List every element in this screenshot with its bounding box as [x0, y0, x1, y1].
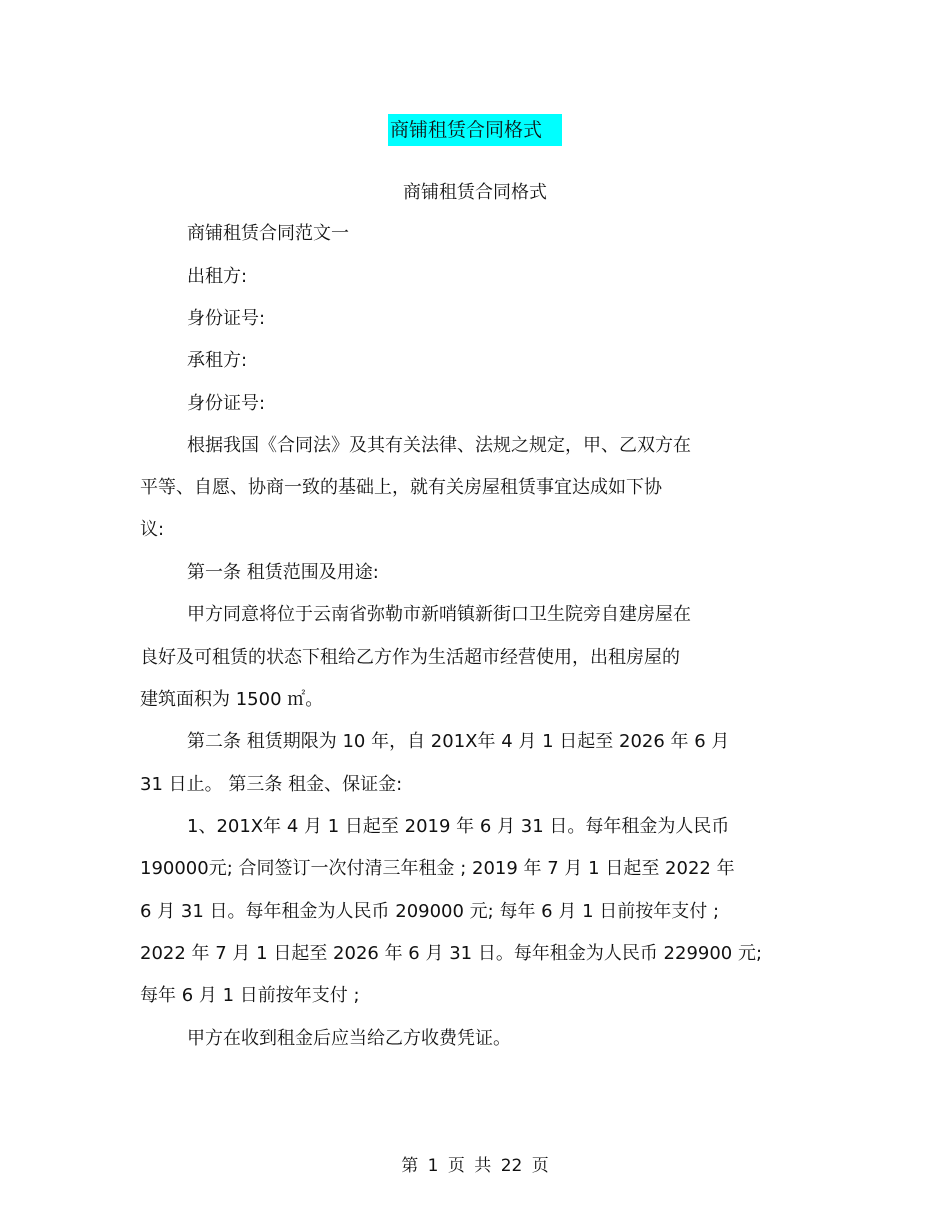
paragraph-line: 建筑面积为 1500 ㎡。: [140, 689, 324, 710]
paragraph-line: 议:: [140, 519, 165, 540]
document-title-row: [0, 114, 950, 146]
article-heading: 第一条 租赁范围及用途:: [187, 562, 379, 583]
page-number-footer: 第 1 页 共 22 页: [401, 1156, 549, 1176]
lessor-label: 出租方:: [187, 266, 248, 287]
paragraph-line: 甲方在收到租金后应当给乙方收费凭证。: [187, 1028, 511, 1049]
paragraph-line: 2022 年 7 月 1 日起至 2026 年 6 月 31 日。每年租金为人民币 229900 元;: [140, 943, 763, 964]
paragraph-line: 根据我国《合同法》及其有关法律、法规之规定，甲、乙双方在: [187, 435, 691, 456]
lessee-label: 承租方:: [187, 350, 248, 371]
document-subtitle: 商铺租赁合同格式: [403, 182, 547, 203]
paragraph-line: 第二条 租赁期限为 10 年，自 201X年 4 月 1 日起至 2026 年 6 月: [187, 731, 730, 752]
document-title: 商铺租赁合同格式: [388, 114, 562, 146]
paragraph-line: 甲方同意将位于云南省弥勒市新哨镇新街口卫生院旁自建房屋在: [187, 604, 691, 625]
paragraph-line: 1、201X年 4 月 1 日起至 2019 年 6 月 31 日。每年租金为人民币: [187, 816, 730, 837]
paragraph-line: 商铺租赁合同范文一: [187, 223, 349, 244]
lessee-id-label: 身份证号:: [187, 393, 266, 414]
paragraph-line: 每年 6 月 1 日前按年支付 ;: [140, 985, 360, 1006]
paragraph-line: 31 日止。 第三条 租金、保证金:: [140, 774, 403, 795]
paragraph-line: 190000元; 合同签订一次付清三年租金 ; 2019 年 7 月 1 日起至 2022 年: [140, 858, 735, 879]
lessor-id-label: 身份证号:: [187, 308, 266, 329]
paragraph-line: 6 月 31 日。每年租金为人民币 209000 元; 每年 6 月 1 日前按年支付 ;: [140, 901, 720, 922]
paragraph-line: 平等、自愿、协商一致的基础上，就有关房屋租赁事宜达成如下协: [140, 477, 662, 498]
paragraph-line: 良好及可租赁的状态下租给乙方作为生活超市经营使用，出租房屋的: [140, 647, 680, 668]
